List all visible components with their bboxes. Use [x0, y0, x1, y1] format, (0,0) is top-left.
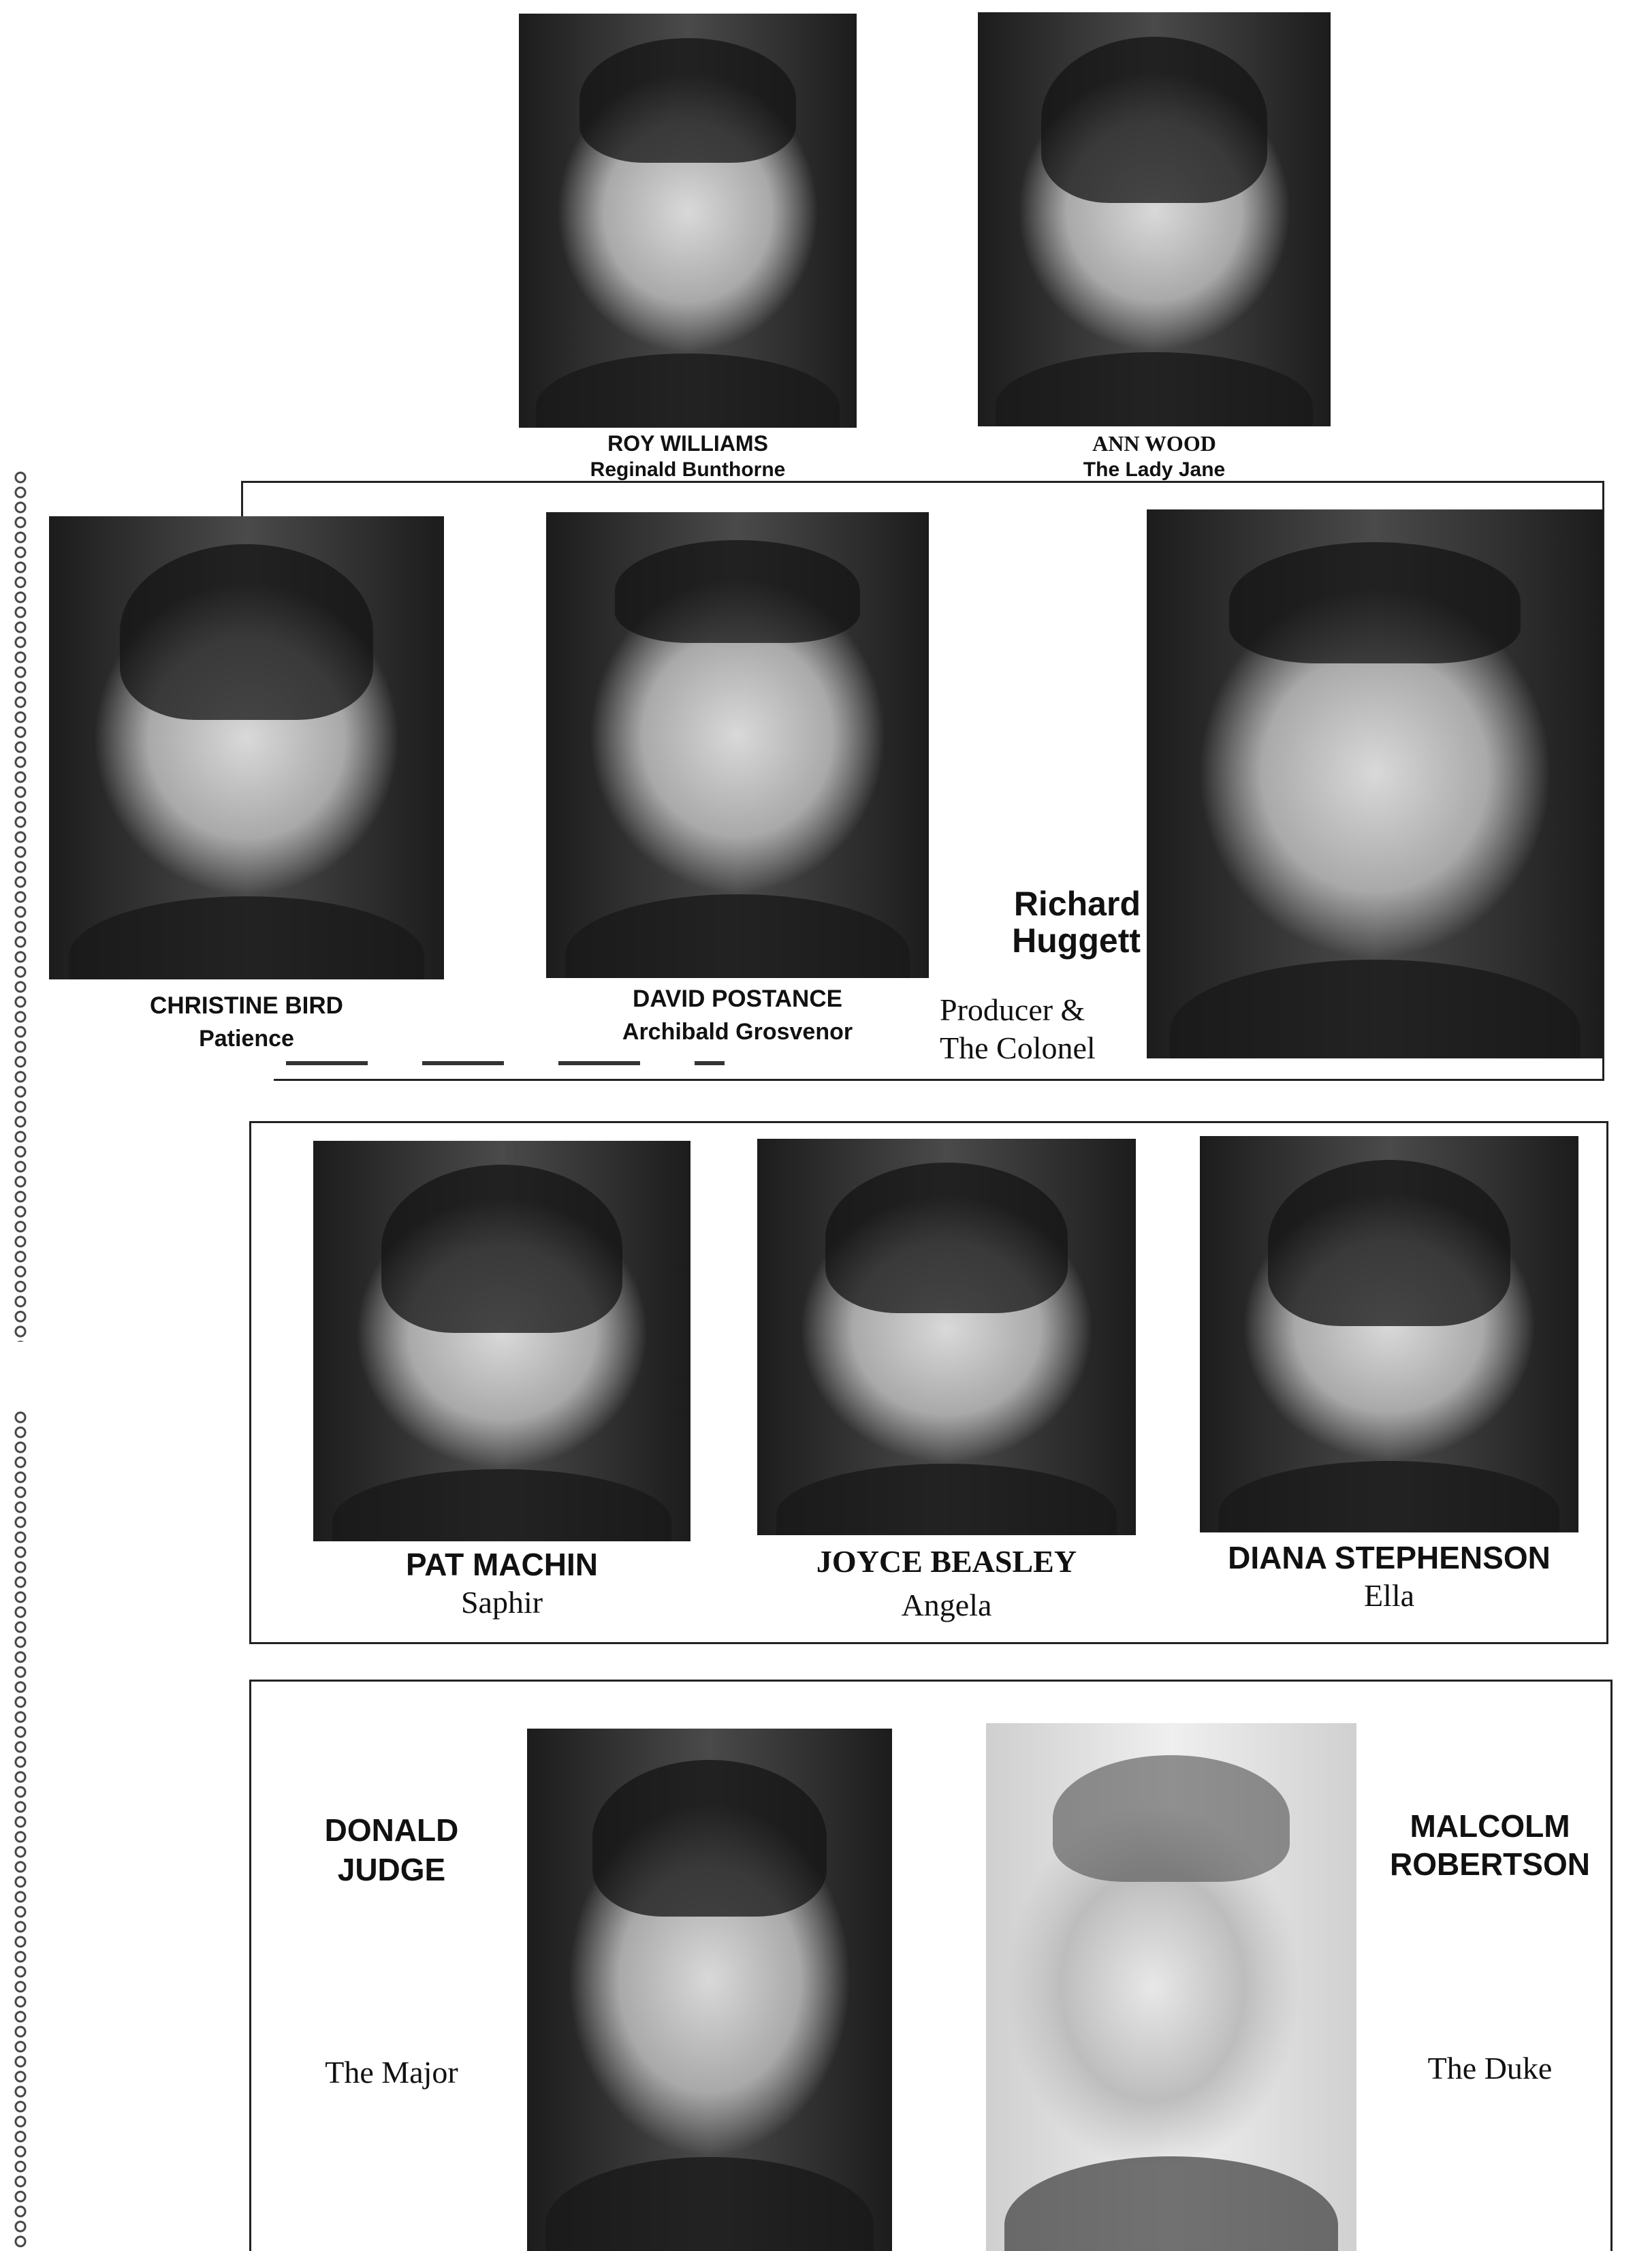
photo-pat-machin: [313, 1141, 690, 1541]
cast-name-christine-bird: CHRISTINE BIRD: [150, 992, 343, 1019]
cast-name-pat-machin: PAT MACHIN: [406, 1547, 598, 1582]
cast-role-malcolm-robertson: The Duke: [1427, 2051, 1553, 2085]
cast-name-donald-judge-line1: DONALD: [324, 1812, 459, 1848]
cast-name-david-postance: DAVID POSTANCE: [633, 986, 842, 1012]
photo-richard-huggett: [1147, 509, 1603, 1058]
producer-name-line2: Huggett: [1012, 922, 1141, 960]
row4-frame-top: [249, 1680, 1613, 1682]
binding-rings-lower: [12, 1410, 29, 2248]
photo-malcolm-robertson: [986, 1723, 1356, 2251]
cast-role-roy-williams: Reginald Bunthorne: [590, 458, 786, 481]
row4-frame-left: [249, 1680, 251, 2251]
photo-diana-stephenson: [1200, 1136, 1578, 1532]
cast-role-diana-stephenson: Ella: [1363, 1578, 1415, 1613]
cast-role-david-postance: Archibald Grosvenor: [622, 1019, 853, 1045]
photo-ann-wood: [978, 12, 1331, 426]
producer-name-line1: Richard: [1013, 885, 1141, 923]
row4-frame-right: [1610, 1680, 1613, 2251]
cast-name-joyce-beasley: JOYCE BEASLEY: [816, 1544, 1077, 1579]
cast-role-donald-judge: The Major: [325, 2055, 458, 2090]
binding-rings-upper: [12, 470, 29, 1342]
cast-name-malcolm-robertson-line2: ROBERTSON: [1390, 1846, 1590, 1882]
cast-role-joyce-beasley: Angela: [901, 1588, 992, 1622]
cast-name-malcolm-robertson-line1: MALCOLM: [1410, 1808, 1570, 1844]
cast-role-christine-bird: Patience: [199, 1026, 294, 1052]
producer-role-line2: The Colonel: [940, 1030, 1096, 1065]
cast-name-diana-stephenson: DIANA STEPHENSON: [1228, 1540, 1551, 1575]
cast-name-donald-judge-line2: JUDGE: [337, 1852, 446, 1887]
row2-frame-top: [241, 481, 1604, 483]
row2-frame-bottom: [274, 1079, 1604, 1081]
photo-joyce-beasley: [757, 1139, 1136, 1535]
photo-donald-judge: [527, 1729, 892, 2251]
cast-name-roy-williams: ROY WILLIAMS: [607, 431, 768, 456]
cast-role-pat-machin: Saphir: [460, 1585, 543, 1620]
photo-roy-williams: [519, 14, 857, 428]
cast-role-ann-wood: The Lady Jane: [1083, 458, 1226, 481]
photo-david-postance: [546, 512, 929, 978]
photo-christine-bird: [49, 516, 444, 979]
torn-edge-strip: [286, 1061, 725, 1065]
cast-name-ann-wood: ANN WOOD: [1092, 431, 1216, 456]
producer-role-line1: Producer &: [940, 992, 1085, 1027]
